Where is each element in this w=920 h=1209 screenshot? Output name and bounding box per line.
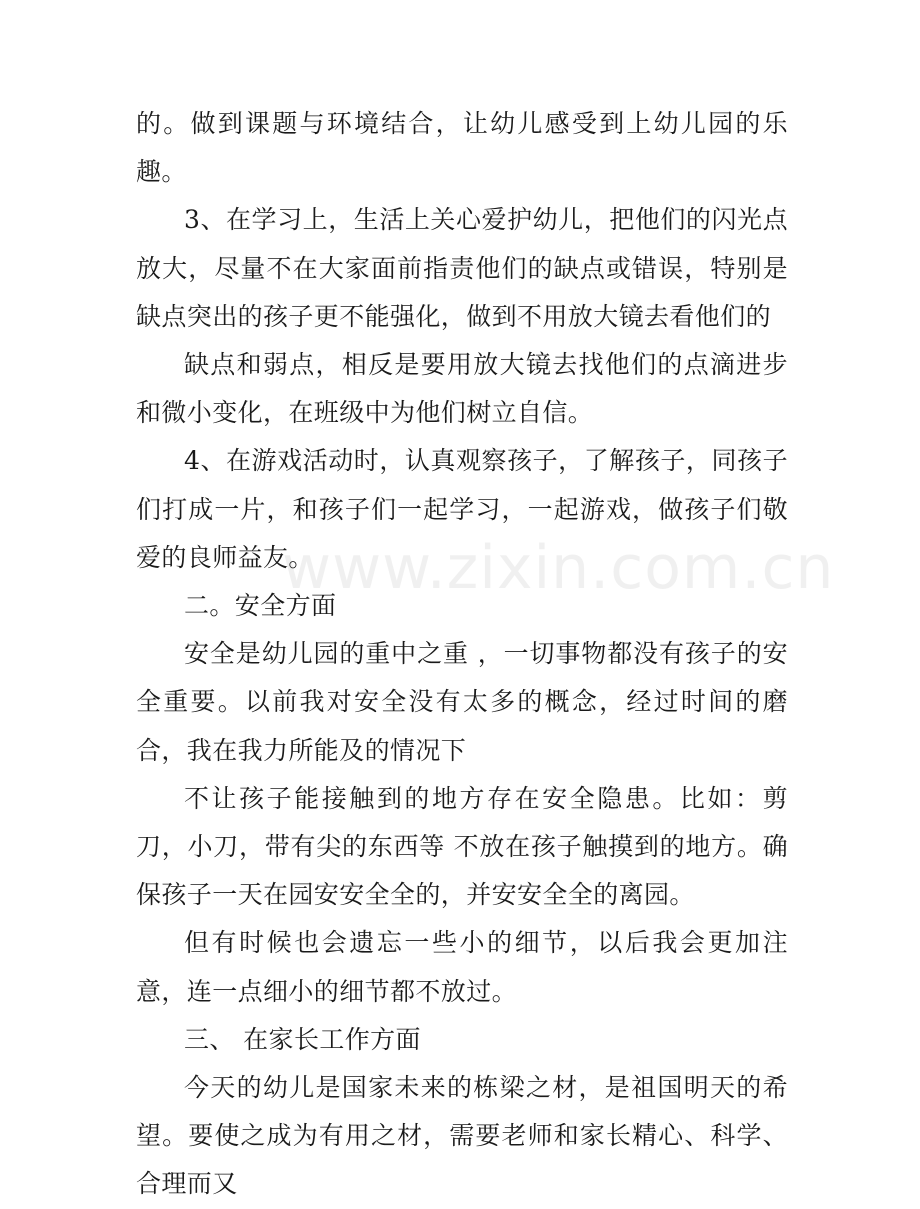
- paragraph-10: 今天的幼儿是国家未来的栋梁之材，是祖国明天的希望。要使之成为有用之材，需要老师和家长精心、科学、合理而又: [136, 1073, 788, 1199]
- section-heading-parents: 三、 在家长工作方面: [184, 1024, 421, 1054]
- paragraph-3: 缺点和弱点，相反是要用放大镜去找他们的点滴进步和微小变化，在班级中为他们树立自信。: [136, 350, 788, 428]
- watermark: www.zixin.com.cn: [282, 533, 835, 603]
- paragraph-6: 安全是幼儿园的重中之重 ，一切事物都没有孩子的安全重要。以前我对安全没有太多的概念，经过时间的磨合，我在我力所能及的情况下: [136, 639, 788, 765]
- document-body: [136, 100, 788, 1209]
- paragraph-4: 4、在游戏活动时，认真观察孩子，了解孩子，同孩子们打成一片，和孩子们一起学习，一起游戏，做孩子们敬爱的良师益友。: [136, 446, 788, 572]
- paragraph-8: 但有时候也会遗忘一些小的细节，以后我会更加注意，连一点细小的细节都不放过。: [136, 928, 788, 1006]
- paragraph-7: 不让孩子能接触到的地方存在安全隐患。比如：剪刀，小刀，带有尖的东西等 不放在孩子触摸到的地方。确保孩子一天在园安安全全的，并安安全全的离园。: [136, 783, 788, 910]
- section-heading-safety: 二。安全方面: [184, 591, 337, 621]
- paragraph-2: 3、在学习上，生活上关心爱护幼儿，把他们的闪光点放大，尽量不在大家面前指责他们的缺点或错误，特别是缺点突出的孩子更不能强化，做到不用放大镜去看他们的: [136, 205, 788, 331]
- paragraph-1: 的。做到课题与环境结合，让幼儿感受到上幼儿园的乐趣。: [136, 109, 788, 187]
